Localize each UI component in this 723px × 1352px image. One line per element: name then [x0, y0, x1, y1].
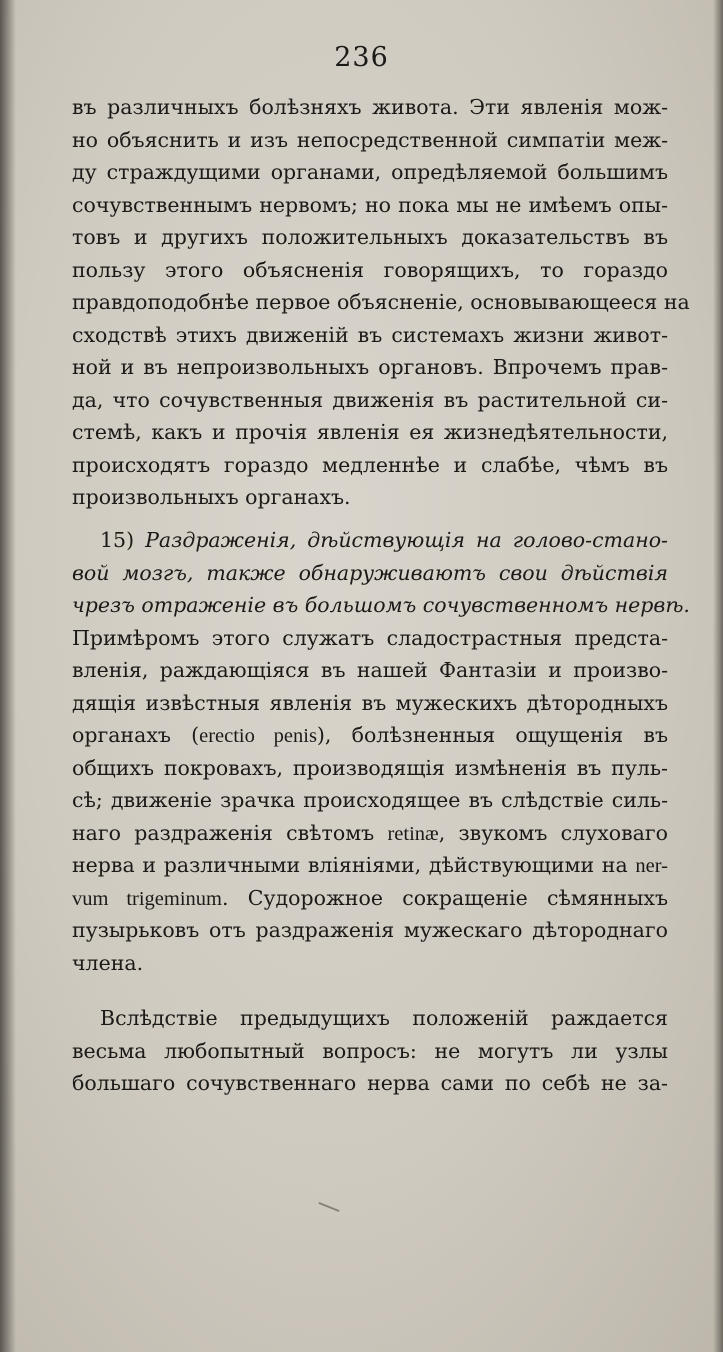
paragraph-3: [72, 1002, 668, 1100]
text-segment: наго раздраженія свѣтомъ: [72, 820, 388, 845]
section-number: 15): [100, 528, 135, 552]
page-gutter-shadow: [0, 0, 16, 1352]
paper-mark: [318, 1202, 339, 1212]
text-line: [72, 817, 668, 850]
text-line: произвольныхъ органахъ.: [72, 485, 351, 509]
text-line: ду страждущими органами, опредѣляемой большимъ: [72, 160, 668, 184]
text-line: большаго сочувственнаго нерва сами по себѣ не за-: [72, 1071, 668, 1095]
text-line: весьма любопытный вопросъ: не могутъ ли узлы: [72, 1038, 668, 1063]
text-line: сѣ; движеніе зрачка происходящее въ слѣдствіе силь-: [72, 788, 668, 812]
text-line: да, что сочувственныя движенія въ растительной си-: [72, 387, 668, 412]
text-segment: . Судорожное сокращеніе сѣмянныхъ: [221, 885, 668, 910]
latin-term: ner-: [635, 855, 668, 877]
text-line: члена.: [72, 950, 144, 975]
latin-term: vum trigeminum: [72, 887, 222, 910]
text-line: общихъ покровахъ, производящія измѣненія въ пуль-: [72, 755, 668, 780]
text-line: сочувственнымъ нервомъ; но пока мы не имѣемъ опы-: [72, 192, 668, 217]
text-line: дящія извѣстныя явленія въ мужескихъ дѣтородныхъ: [72, 690, 668, 715]
page-number: 236: [334, 42, 389, 73]
text-line: Вслѣдствіе предыдущихъ положеній раждается: [100, 1006, 668, 1030]
text-segment: ), болѣзненныя ощущенія въ: [316, 723, 668, 747]
text-line: [72, 849, 668, 882]
paragraph-2: [72, 524, 690, 979]
text-line: [72, 524, 668, 557]
paragraph-1: [72, 91, 690, 514]
text-line: Примѣромъ этого служатъ сладострастныя предста-: [72, 625, 668, 650]
text-line: пузырьковъ отъ раздраженія мужескаго дѣтороднаго: [72, 918, 668, 942]
italic-text-line: вой мозгъ, также обнаруживаютъ свои дѣйствія: [72, 560, 668, 585]
italic-text-line: чрезъ отраженіе въ большомъ сочувственномъ нервѣ.: [72, 593, 690, 617]
text-line: правдоподобнѣе первое объясненіе, основывающееся на: [72, 290, 690, 314]
text-line: стемѣ, какъ и прочія явленія ея жизнедѣятельности,: [72, 420, 668, 444]
text-line: сходствѣ этихъ движеній въ системахъ жизни живот-: [72, 322, 668, 347]
page-edge-shadow: [713, 0, 723, 1352]
text-line: въ различныхъ болѣзняхъ живота. Эти явленія мож-: [72, 95, 668, 119]
text-line: вленія, раждающіяся въ нашей Фантазіи и произво-: [72, 658, 668, 682]
latin-term: retinæ: [387, 822, 439, 845]
text-segment: , звукомъ слуховаго: [438, 820, 668, 845]
text-line: [72, 719, 668, 752]
text-segment: органахъ (: [72, 723, 200, 747]
text-segment: нерва и различными вліяніями, дѣйствующими на: [72, 853, 636, 877]
text-line: [72, 882, 668, 915]
italic-text: Раздраженія, дѣйствующія на голово-стано-: [145, 528, 668, 552]
text-line: ной и въ непроизвольныхъ органовъ. Впрочемъ прав-: [72, 355, 668, 379]
text-line: но объяснить и изъ непосредственной симпатіи меж-: [72, 127, 668, 152]
latin-term: erectio penis: [199, 725, 317, 747]
text-line: происходятъ гораздо медленнѣе и слабѣе, чѣмъ въ: [72, 452, 668, 477]
text-line: товъ и другихъ положительныхъ доказательствъ въ: [72, 225, 668, 249]
text-line: пользу этого объясненія говорящихъ, то гораздо: [72, 257, 668, 282]
